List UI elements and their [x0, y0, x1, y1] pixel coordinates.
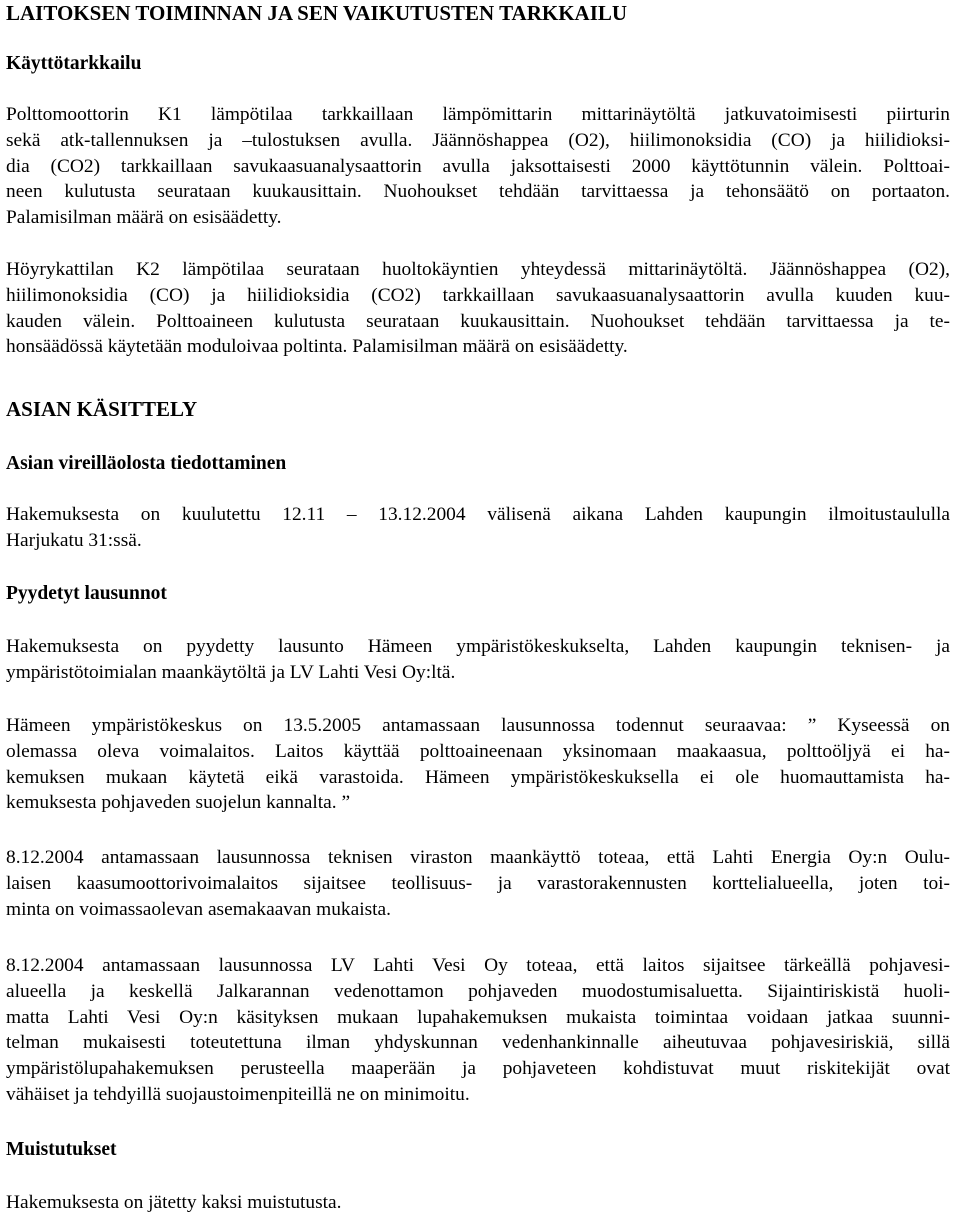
text-line: Hakemuksesta on jätetty kaksi muistutusta. [6, 1192, 342, 1213]
text-line: Hakemuksesta on pyydetty lausunto Hämeen ympäristökeskukselta, Lahden kaupungin teknisen- ja [6, 636, 950, 657]
text-line: Polttomoottorin K1 lämpötilaa tarkkaillaan lämpömittarin mittarinäytöltä jatkuvatoimisesti piirturin [6, 104, 950, 125]
text-line: vähäiset ja tehdyillä suojaustoimenpiteillä ne on minimoitu. [6, 1083, 470, 1105]
text-line: telman mukaisesti toteutettuna ilman yhdyskunnan vedenhankinnalle aiheutuvaa pohjavesiriskiä, sillä [6, 1032, 950, 1054]
paragraph-requested-statements [6, 634, 950, 686]
text-line: Hämeen ympäristökeskus on 13.5.2005 antamassaan lausunnossa todennut seuraavaa: ” Kyseessä on [6, 715, 950, 736]
text-line: 8.12.2004 antamassaan lausunnossa LV Lahti Vesi Oy toteaa, että laitos sijaitsee tärkeällä pohjavesi- [6, 955, 950, 976]
text-line: Hakemuksesta on kuulutettu 12.11 – 13.12.2004 välisenä aikana Lahden kaupungin ilmoitustaululla [6, 504, 950, 525]
subsection-heading-lausunnot: Pyydetyt lausunnot [6, 583, 167, 604]
main-heading: LAITOKSEN TOIMINNAN JA SEN VAIKUTUSTEN TARKKAILU [6, 1, 628, 25]
text-line: matta Lahti Vesi Oy:n käsityksen mukaan lupahakemuksen mukaista toimintaa voidaan jatkaa suunni- [6, 1006, 950, 1028]
text-line: ympäristötoimialan maankäytöltä ja LV Lahti Vesi Oy:ltä. [6, 661, 456, 683]
paragraph-lahti-vesi-statement [6, 953, 950, 1108]
paragraph-announcement [6, 502, 950, 554]
text-line: minta on voimassaolevan asemakaavan mukaista. [6, 898, 392, 920]
text-line: kauden välein. Polttoaineen kulutusta seurataan kuukausittain. Nuohoukset tehdään tarvittaessa ja te- [6, 310, 950, 332]
text-line: Harjukatu 31:ssä. [6, 529, 142, 551]
text-line: hiilimonoksidia (CO) ja hiilidioksidia (CO2) tarkkaillaan savukaasuanalysaattorin avulla kuuden kuu- [6, 284, 950, 306]
text-line: olemassa oleva voimalaitos. Laitos käyttää polttoaineenaan yksinomaan maakaasua, polttoöljyä ei ha- [6, 740, 950, 762]
subsection-heading-muistutukset: Muistutukset [6, 1139, 117, 1160]
text-line: Palamisilman määrä on esisäädetty. [6, 207, 282, 229]
text-line: sekä atk-tallennuksen ja –tulostuksen avulla. Jäännöshappea (O2), hiilimonoksidia (CO) ja hiilidioksi- [6, 129, 950, 151]
text-line: kemuksesta pohjaveden suojelun kannalta. ” [6, 792, 351, 814]
text-line: honsäädössä käytetään moduloivaa poltinta. Palamisilman määrä on esisäädetty. [6, 336, 628, 358]
text-line: laisen kaasumoottorivoimalaitos sijaitsee teollisuus- ja varastorakennusten korttelialueella, joten toi- [6, 872, 950, 894]
section-heading-kayttotarkkailu: Käyttötarkkailu [6, 53, 142, 74]
subsection-heading-vireillaolo: Asian vireilläolosta tiedottaminen [6, 453, 287, 474]
text-line: Höyrykattilan K2 lämpötilaa seurataan huoltokäyntien yhteydessä mittarinäytöltä. Jäännöshappea (O2), [6, 259, 950, 280]
text-line: alueella ja keskellä Jalkarannan vedenottamon pohjaveden muodostumisaluetta. Sijaintiriskistä huoli- [6, 980, 950, 1002]
paragraph-technical-office-statement [6, 845, 950, 922]
paragraph-k2-monitoring [6, 257, 950, 360]
text-line: kemuksen mukaan käytetä eikä varastoida. Hämeen ympäristökeskuksella ei ole huomauttamista ha- [6, 766, 950, 788]
text-line: dia (CO2) tarkkaillaan savukaasuanalysaattorin avulla jaksottaisesti 2000 käyttötunnin välein. Polttoai- [6, 155, 950, 177]
paragraph-k1-monitoring [6, 102, 950, 231]
text-line: ympäristölupahakemuksen perusteella maaperään ja pohjaveteen kohdistuvat muut riskitekijät ovat [6, 1058, 950, 1080]
paragraph-objections [6, 1190, 950, 1216]
paragraph-hameen-statement [6, 713, 950, 816]
section-heading-asian-kasittely: ASIAN KÄSITTELY [6, 397, 198, 421]
text-line: neen kulutusta seurataan kuukausittain. Nuohoukset tehdään tarvittaessa ja tehonsäätö on portaaton. [6, 181, 950, 203]
text-line: 8.12.2004 antamassaan lausunnossa teknisen viraston maankäyttö toteaa, että Lahti Energia Oy:n Oulu- [6, 847, 950, 868]
